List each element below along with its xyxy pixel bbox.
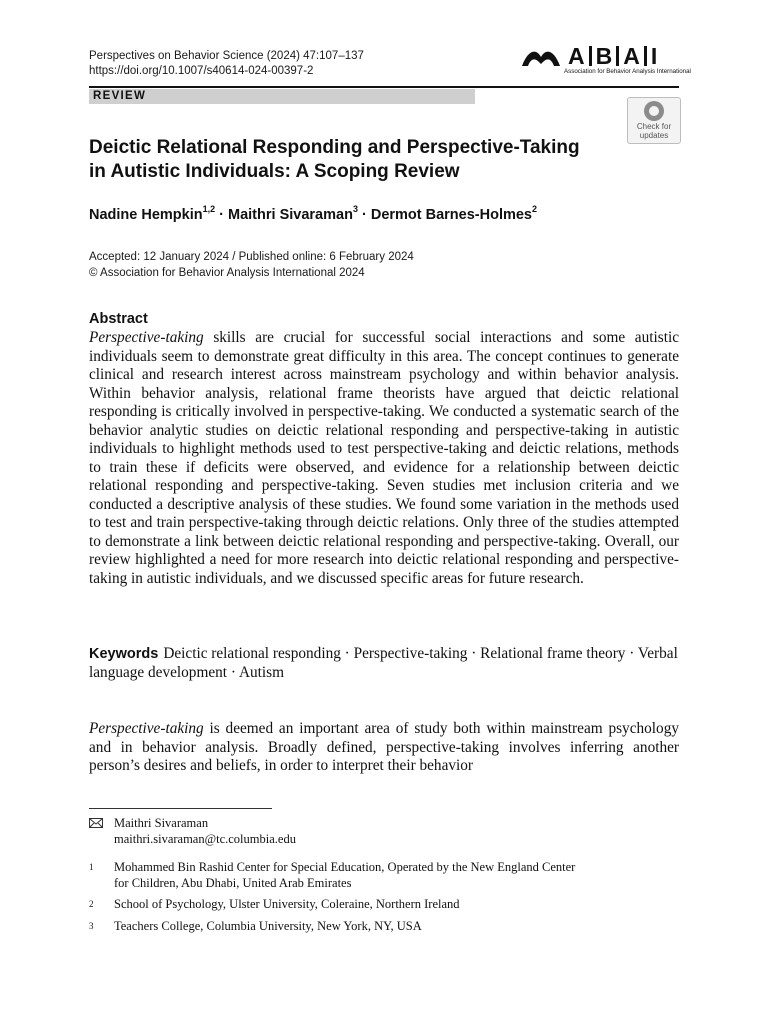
affiliation-number: 3 xyxy=(89,921,94,931)
corresponding-email[interactable]: maithri.sivaraman@tc.columbia.edu xyxy=(114,831,296,846)
author-name[interactable]: Dermot Barnes-Holmes xyxy=(370,206,533,223)
doi-link[interactable]: https://doi.org/10.1007/s40614-024-00397-2 xyxy=(89,65,314,77)
author-affiliation-mark: 2 xyxy=(532,204,538,214)
affiliation-footnote xyxy=(89,860,575,891)
header-rule xyxy=(89,86,679,88)
badge-text: Check for updates xyxy=(636,122,672,140)
body-lead: Perspective-taking xyxy=(89,720,204,737)
footnote-rule xyxy=(89,808,272,809)
author-affiliation-mark: 3 xyxy=(352,204,358,214)
journal-citation: Perspectives on Behavior Science (2024) 47:107–137 xyxy=(89,50,364,62)
title-line: in Autistic Individuals: A Scoping Review xyxy=(89,161,460,182)
affiliation-footnote xyxy=(89,897,460,913)
author-name[interactable]: Maithri Sivaraman xyxy=(228,206,353,223)
abai-letter: I xyxy=(650,43,658,69)
section-band xyxy=(89,89,475,104)
abai-emblem-icon xyxy=(520,44,562,74)
correspondence-footnote xyxy=(89,816,296,847)
affiliation-footnote xyxy=(89,919,422,935)
abai-letters xyxy=(564,44,661,68)
affiliation-number: 2 xyxy=(89,899,94,909)
abstract-lead: Perspective-taking xyxy=(89,329,204,346)
author-separator: · xyxy=(357,206,371,223)
dates-line: Accepted: 12 January 2024 / Published online: 6 February 2024 xyxy=(89,251,414,263)
abai-letter: A xyxy=(623,43,640,69)
envelope-icon xyxy=(89,818,103,828)
abai-subtitle: Association for Behavior Analysis International xyxy=(564,68,691,75)
section-label: REVIEW xyxy=(93,90,147,102)
corresponding-author: Maithri Sivaraman xyxy=(114,816,209,830)
author-list xyxy=(89,205,537,223)
abstract-text: skills are crucial for successful social interactions and some autistic individuals seem to demonstrate great difficulty in this area. The concept continues to generate clinical and research interest across mainstream psychology and within behavior analysis. Within behavior analysis, relational frame theorists have argued that deictic relational responding is critically involved in perspective-taking. We conducted a systematic search of the behavior analytic studies on deictic relational responding and perspective-taking in autistic individuals to highlight methods used to test perspective-taking and deictic relations, methods to train these if deficits were observed, and evidence for a relationship between deictic relational responding and perspective-taking. Seven studies met inclusion criteria and we conducted a descriptive analysis of these studies. We found some variation in the methods used to test and train perspective-taking through deictic relations. Only three of the studies attempted to demonstrate a link between deictic relational responding and perspective-taking. Overall, our review highlighted a need for more research into deictic relational responding and perspective-taking in autistic individuals, and we discussed specific areas for future research. xyxy=(89,329,679,587)
abstract-body xyxy=(89,329,679,588)
author-separator: · xyxy=(215,206,229,223)
affiliation-line: School of Psychology, Ulster University, Coleraine, Northern Ireland xyxy=(114,897,460,911)
keywords xyxy=(89,645,679,682)
abai-letter: B xyxy=(595,43,613,69)
body-paragraph-text: is deemed an important area of study both within mainstream psychology and in behavior analysis. Broadly defined, perspective-taking involves inferring another person’s desires and beliefs, in order to interpret their behavior xyxy=(89,720,679,774)
author-name[interactable]: Nadine Hempkin xyxy=(89,206,203,223)
abai-logo xyxy=(520,43,691,78)
body-paragraph xyxy=(89,720,679,776)
check-updates-icon xyxy=(644,101,664,121)
author-affiliation-mark: 1,2 xyxy=(202,204,216,214)
abai-letter: A xyxy=(568,43,585,69)
affiliation-number: 1 xyxy=(89,862,94,872)
keywords-text: Deictic relational responding · Perspective-taking · Relational frame theory · Verbal language development · Autism xyxy=(89,645,678,681)
journal-header xyxy=(89,49,364,79)
body-text xyxy=(89,720,679,776)
copyright-line: © Association for Behavior Analysis International 2024 xyxy=(89,266,365,279)
affiliation-line: for Children, Abu Dhabi, United Arab Emirates xyxy=(114,875,352,890)
abstract-heading: Abstract xyxy=(89,311,148,327)
title-line: Deictic Relational Responding and Perspective-Taking xyxy=(89,137,580,158)
keywords-label: Keywords xyxy=(89,646,159,662)
article-title xyxy=(89,136,649,184)
abstract-paragraph xyxy=(89,329,679,588)
publication-dates xyxy=(89,250,414,281)
affiliation-line: Teachers College, Columbia University, New York, NY, USA xyxy=(114,919,422,933)
affiliation-line: Mohammed Bin Rashid Center for Special Education, Operated by the New England Center xyxy=(114,860,576,874)
